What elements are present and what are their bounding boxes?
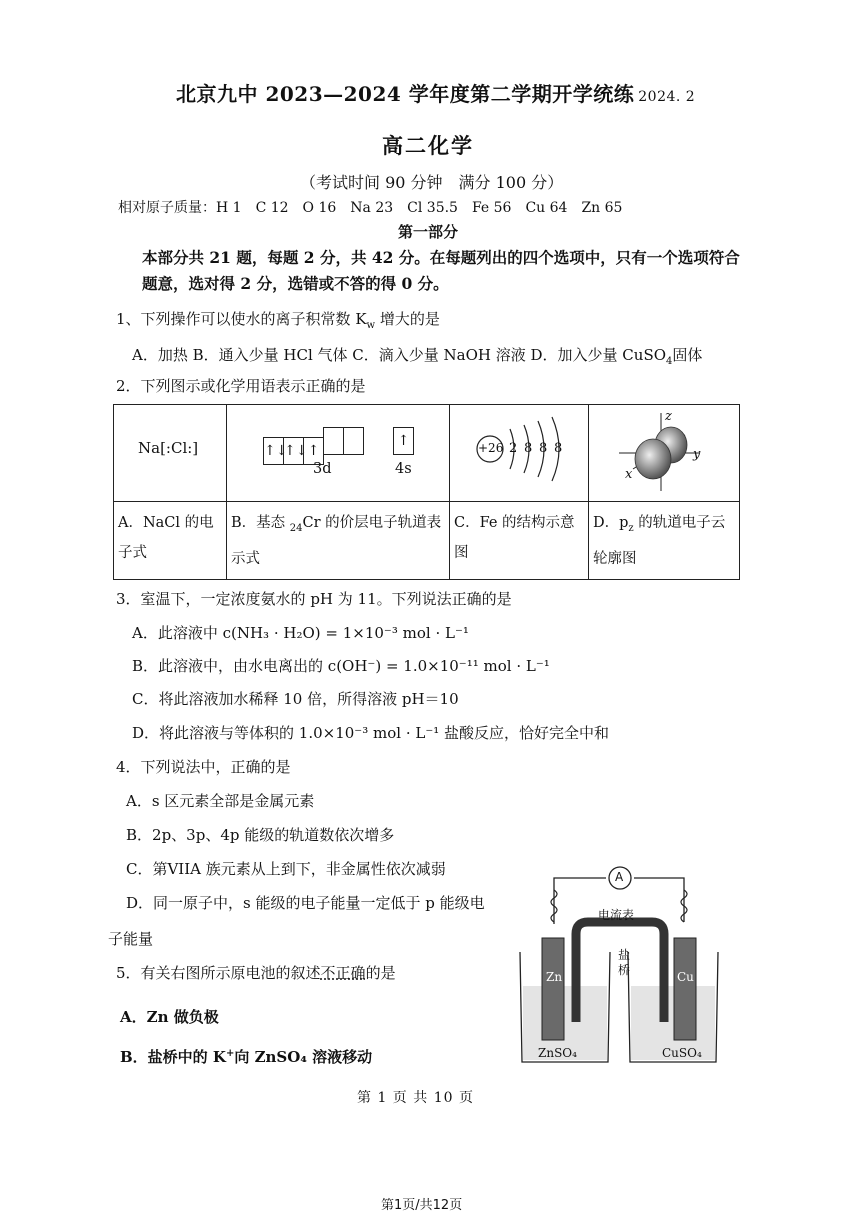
- q5-emphasis: 不正确: [320, 964, 366, 982]
- shell-count: 2: [509, 441, 518, 456]
- label-4s: 4s: [395, 461, 412, 477]
- atomic-masses: 相对原子质量：H 1 C 12 O 16 Na 23 Cl 35.5 Fe 56 Cu 64 Zn 65: [118, 200, 623, 216]
- q2-caption-c: C．Fe 的结构示意图: [450, 502, 589, 580]
- q2-caption-d: D．$p_z$ 的轨道电子云轮廓图: [589, 502, 740, 580]
- znso4-label: ZnSO₄: [538, 1046, 577, 1060]
- cuso4-label: CuSO₄: [662, 1046, 702, 1060]
- q1-stem: 1、下列操作可以使水的离子积常数 $K_w$ 增大的是: [116, 310, 440, 331]
- axis-label: y: [693, 447, 701, 462]
- shell-count: 8: [539, 441, 548, 456]
- axis-label: z: [665, 409, 672, 424]
- pz-orbital-figure: [589, 405, 739, 501]
- ammeter-symbol: A: [615, 870, 624, 884]
- label-3d: 3d: [313, 461, 332, 477]
- orbital-box: [323, 427, 344, 455]
- orbital-box: ↑: [303, 437, 324, 465]
- shell-count: 8: [524, 441, 533, 456]
- q4-stem: 4．下列说法中，正确的是: [116, 758, 291, 776]
- orbital-diagram-4s: [393, 427, 413, 455]
- q4-option-b: B．2p、3p、4p 能级的轨道数依次增多: [126, 826, 395, 844]
- q2-fig-d: [589, 405, 740, 502]
- q5-option-a: A．Zn 做负极: [120, 1008, 219, 1026]
- axis-label: x: [625, 467, 633, 482]
- ammeter-label: 电流表: [598, 908, 635, 922]
- q5-option-b: B．盐桥中的 K+向 ZnSO₄ 溶液移动: [120, 1048, 373, 1066]
- q2-fig-c: [450, 405, 589, 502]
- q2-fig-b: [227, 405, 450, 502]
- salt-bridge-label: 盐桥: [618, 948, 631, 977]
- exam-title: 北京九中 2023—2024 学年度第二学期开学统练 2024. 2: [176, 82, 696, 106]
- page-total-footer: 第1页/共12页: [381, 1198, 463, 1213]
- orbital-box: ↑↓: [283, 437, 304, 465]
- q5-stem: 5．有关右图所示原电池的叙述不正确的是: [116, 964, 396, 982]
- q3-option-a: A．此溶液中 c(NH₃ · H₂O) = 1×10⁻³ mol · L⁻¹: [132, 624, 469, 642]
- cu-electrode-label: Cu: [677, 970, 694, 984]
- q1-options: A．加热 B．通入少量 HCl 气体 C．滴入少量 NaOH 溶液 D．加入少量 CuSO$_4$固体: [132, 346, 703, 367]
- q3-option-b: B．此溶液中，由水电离出的 c(OH⁻) = 1.0×10⁻¹¹ mol · L⁻¹: [132, 657, 550, 675]
- q4-option-d-cont: 子能量: [108, 930, 154, 948]
- q2-caption-b: B．基态 $_{24}$Cr 的价层电子轨道表示式: [227, 502, 450, 580]
- orbital-box: ↑: [393, 427, 414, 455]
- subject-title: 高二化学: [382, 133, 474, 158]
- orbital-box: [343, 427, 364, 455]
- q3-stem: 3．室温下，一定浓度氨水的 pH 为 11。下列说法正确的是: [116, 590, 512, 608]
- shell-count: 8: [554, 441, 563, 456]
- q2-stem: 2．下列图示或化学用语表示正确的是: [116, 377, 366, 395]
- nacl-electron-formula: Na[:Cl:]: [138, 439, 199, 457]
- q2-caption-a: A．NaCl 的电子式: [114, 502, 227, 580]
- instructions: 本部分共 21 题，每题 2 分，共 42 分。在每题列出的四个选项中，只有一个选项符合题意，选对得 2 分，选错或不答的得 0 分。: [142, 248, 740, 293]
- fe-structure-diagram: [450, 405, 588, 501]
- q4-option-c: C．第VIIA 族元素从上到下，非金属性依次减弱: [126, 860, 446, 878]
- orbital-diagram-3d: [263, 427, 363, 465]
- galvanic-cell-figure: [512, 862, 726, 1074]
- exam-info: （考试时间 90 分钟 满分 100 分）: [300, 173, 564, 192]
- nucleus-charge: +26: [478, 441, 504, 455]
- q3-option-c: C．将此溶液加水稀释 10 倍，所得溶液 pH＝10: [132, 690, 459, 708]
- orbital-box: ↑↓: [263, 437, 284, 465]
- exam-date: 2024. 2: [638, 89, 696, 105]
- page-footer: 第 1 页 共 10 页: [357, 1090, 474, 1106]
- zn-electrode-label: Zn: [546, 970, 563, 984]
- q3-option-d: D．将此溶液与等体积的 1.0×10⁻³ mol · L⁻¹ 盐酸反应，恰好完全中和: [132, 724, 610, 742]
- q4-option-a: A．s 区元素全部是金属元素: [126, 792, 315, 810]
- q4-option-d: D．同一原子中，s 能级的电子能量一定低于 p 能级电: [126, 894, 485, 912]
- part-title: 第一部分: [398, 223, 459, 241]
- q2-fig-a: [114, 405, 227, 502]
- q2-table: [113, 404, 740, 580]
